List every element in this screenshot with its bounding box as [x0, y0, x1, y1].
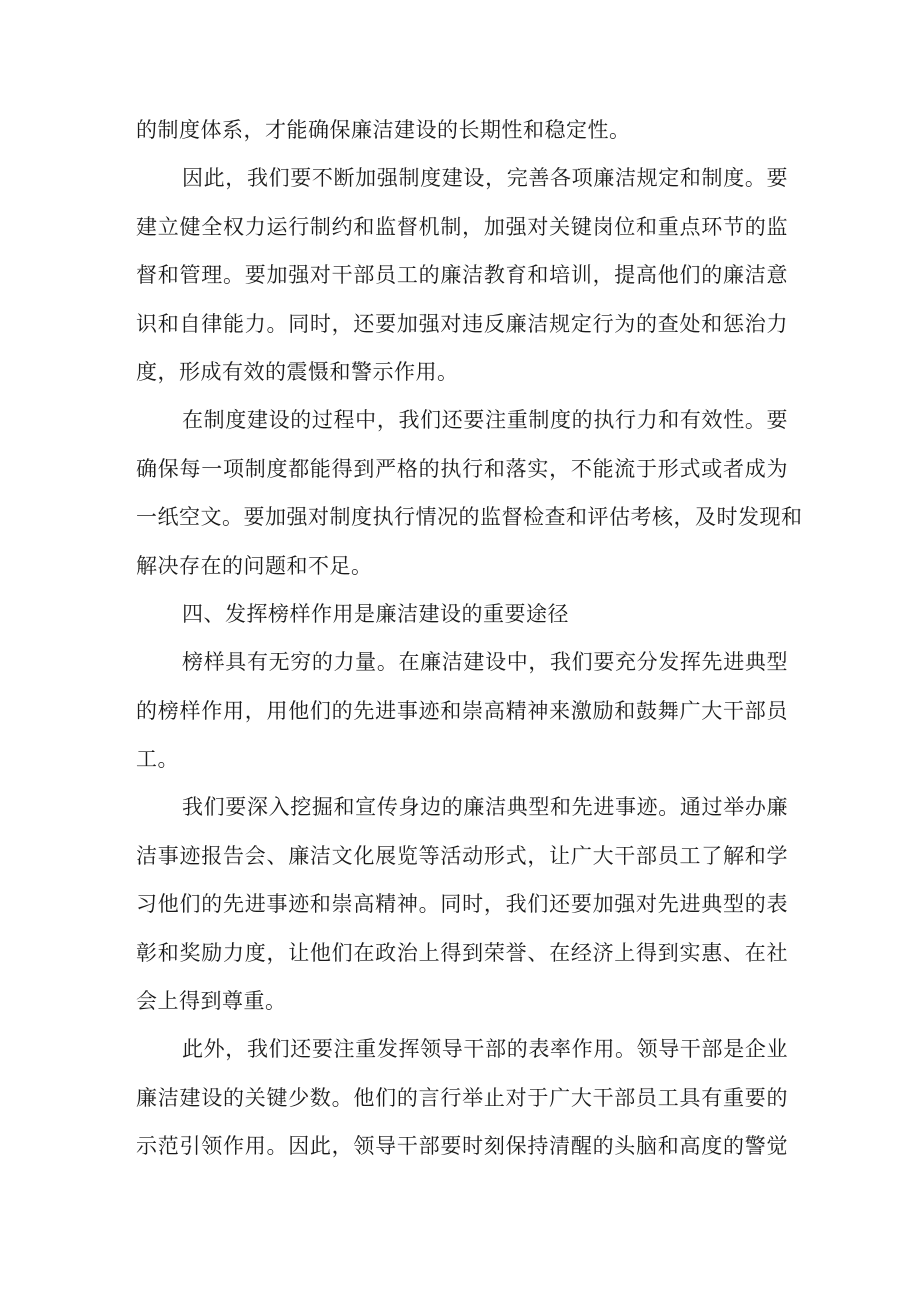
text-line: 一纸空文。要加强对制度执行情况的监督检查和评估考核，及时发现和 [136, 505, 803, 530]
paragraph-first-line: 在制度建设的过程中，我们还要注重制度的执行力和有效性。要 [182, 408, 788, 433]
text-line: 确保每一项制度都能得到严格的执行和落实，不能流于形式或者成为 [136, 456, 788, 481]
paragraph-first-line: 我们要深入挖掘和宣传身边的廉洁典型和先进事迹。通过举办廉 [182, 795, 788, 820]
text-line: 示范引领作用。因此，领导干部要时刻保持清醒的头脑和高度的警觉 [136, 1134, 788, 1159]
text-line: 工。 [136, 747, 179, 772]
paragraph-first-line: 榜样具有无穷的力量。在廉洁建设中，我们要充分发挥先进典型 [182, 650, 788, 675]
text-line: 度，形成有效的震慑和警示作用。 [136, 359, 459, 384]
text-line: 督和管理。要加强对干部员工的廉洁教育和培训，提高他们的廉洁意 [136, 263, 788, 288]
document-page [136, 106, 803, 1171]
text-line: 洁事迹报告会、廉洁文化展览等活动形式，让广大干部员工了解和学 [136, 843, 788, 868]
text-line: 会上得到尊重。 [136, 989, 287, 1014]
text-line: 建立健全权力运行制约和监督机制，加强对关键岗位和重点环节的监 [136, 214, 788, 239]
paragraph-first-line: 因此，我们要不断加强制度建设，完善各项廉洁规定和制度。要 [182, 166, 788, 191]
text-line: 解决存在的问题和不足。 [136, 553, 373, 578]
text-line: 的榜样作用，用他们的先进事迹和崇高精神来激励和鼓舞广大干部员 [136, 698, 788, 723]
text-line: 的制度体系，才能确保廉洁建设的长期性和稳定性。 [136, 118, 631, 142]
paragraph-first-line: 四、发挥榜样作用是廉洁建设的重要途径 [182, 601, 569, 626]
text-line: 习他们的先进事迹和崇高精神。同时，我们还要加强对先进典型的表 [136, 892, 788, 917]
text-line: 识和自律能力。同时，还要加强对违反廉洁规定行为的查处和惩治力 [136, 311, 788, 336]
text-line: 廉洁建设的关键少数。他们的言行举止对于广大干部员工具有重要的 [136, 1085, 788, 1110]
paragraph-first-line: 此外，我们还要注重发挥领导干部的表率作用。领导干部是企业 [182, 1037, 788, 1062]
text-line: 彰和奖励力度，让他们在政治上得到荣誉、在经济上得到实惠、在社 [136, 940, 788, 965]
